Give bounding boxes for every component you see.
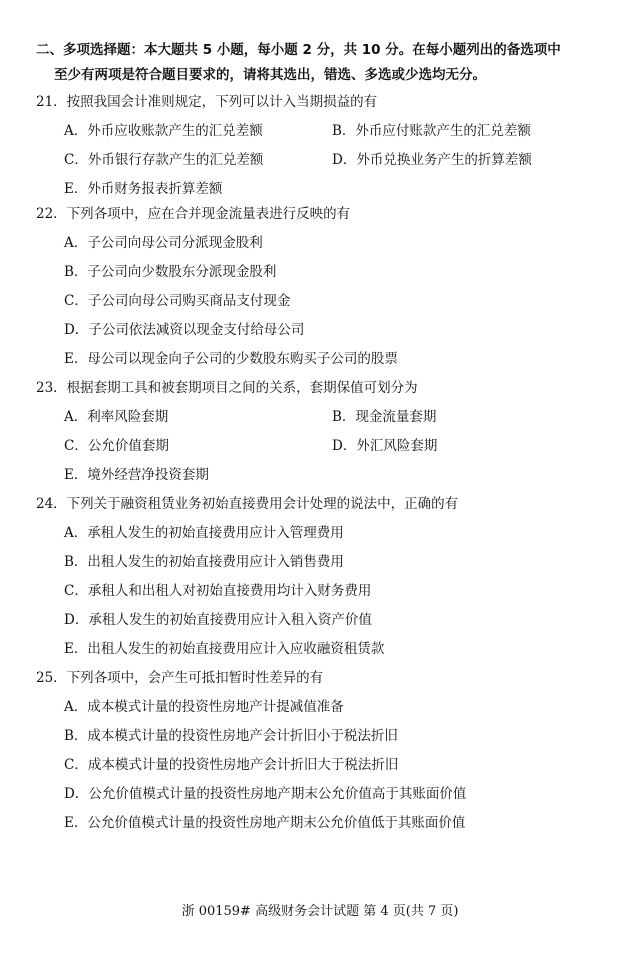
option-c: C．成本模式计量的投资性房地产会计折旧大于税法折旧 [64,757,399,773]
option-row [36,693,616,722]
option-row [36,548,616,577]
option-a: A．承租人发生的初始直接费用应计入管理费用 [64,525,344,541]
option-row [36,780,616,809]
section-heading-line-2: 至少有两项是符合题目要求的，请将其选出，错选、多选或少选均无分。 [54,67,486,83]
option-d: D．外币兑换业务产生的折算差额 [332,152,532,168]
page-footer: 浙 00159# 高级财务会计试题 第 4 页(共 7 页) [181,904,459,919]
option-c: C．承租人和出租人对初始直接费用均计入财务费用 [64,583,372,599]
question-22 [36,200,616,374]
option-b: B．外币应付账款产生的汇兑差额 [332,123,531,139]
option-e: E．外币财务报表折算差额 [64,181,223,197]
option-row [36,577,616,606]
option-row [36,287,616,316]
question-25 [36,664,616,838]
option-row [36,229,616,258]
option-row [36,403,616,432]
option-row [36,316,616,345]
option-b: B．出租人发生的初始直接费用应计入销售费用 [64,554,344,570]
option-b: B．子公司向少数股东分派现金股利 [64,264,277,280]
option-a: A．子公司向母公司分派现金股利 [64,235,263,251]
option-row [36,722,616,751]
section-heading [36,38,616,88]
option-e: E．出租人发生的初始直接费用应计入应收融资租赁款 [64,641,385,657]
option-d: D．承租人发生的初始直接费用应计入租入资产价值 [64,612,372,628]
option-b: B．成本模式计量的投资性房地产会计折旧小于税法折旧 [64,728,398,744]
option-row [36,117,616,146]
question-title: 25．下列各项中，会产生可抵扣暂时性差异的有 [36,670,324,686]
option-e: E．境外经营净投资套期 [64,467,209,483]
question-title: 23．根据套期工具和被套期项目之间的关系，套期保值可划分为 [36,380,418,396]
option-row [36,461,616,490]
option-row [36,809,616,838]
option-a: A．外币应收账款产生的汇兑差额 [64,123,263,139]
option-a: A．成本模式计量的投资性房地产计提减值准备 [64,699,344,715]
section-heading-line-1: 二、多项选择题：本大题共 5 小题，每小题 2 分，共 10 分。在每小题列出的备选项中 [36,42,561,58]
option-c: C．子公司向母公司购买商品支付现金 [64,293,291,309]
option-row [36,146,616,175]
option-e: E．公允价值模式计量的投资性房地产期末公允价值低于其账面价值 [64,815,466,831]
question-23 [36,374,616,490]
option-a: A．利率风险套期 [64,409,169,425]
option-c: C．公允价值套期 [64,438,169,454]
question-title: 22．下列各项中，应在合并现金流量表进行反映的有 [36,206,351,222]
question-21 [36,88,616,204]
option-d: D．公允价值模式计量的投资性房地产期末公允价值高于其账面价值 [64,786,467,802]
option-row [36,635,616,664]
option-row [36,258,616,287]
option-d: D．子公司依法减资以现金支付给母公司 [64,322,305,338]
question-title: 24．下列关于融资租赁业务初始直接费用会计处理的说法中，正确的有 [36,496,459,512]
option-row [36,432,616,461]
option-d: D．外汇风险套期 [332,438,438,454]
question-24 [36,490,616,664]
option-b: B．现金流量套期 [332,409,437,425]
option-c: C．外币银行存款产生的汇兑差额 [64,152,264,168]
option-row [36,519,616,548]
option-row [36,751,616,780]
option-row [36,345,616,374]
option-row [36,606,616,635]
question-title: 21．按照我国会计准则规定，下列可以计入当期损益的有 [36,94,378,110]
option-e: E．母公司以现金向子公司的少数股东购买子公司的股票 [64,351,398,367]
